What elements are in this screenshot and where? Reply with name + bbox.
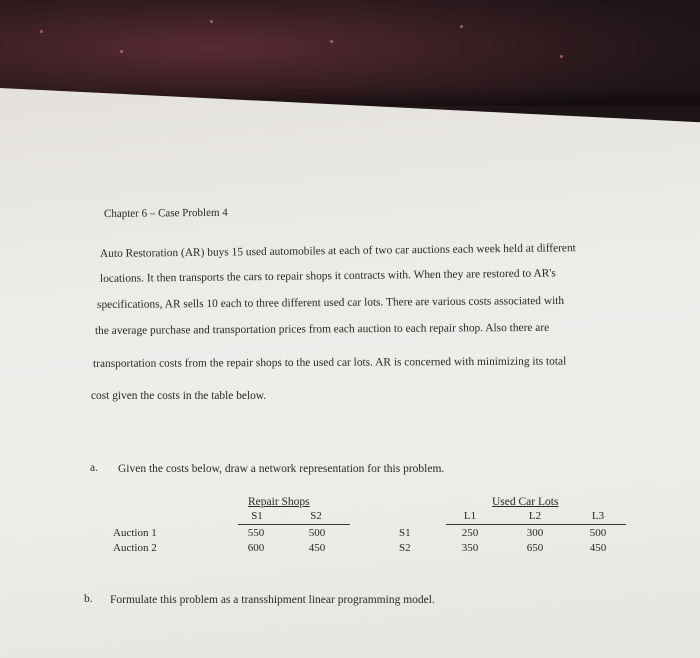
paragraph-line: cost given the costs in the table below. (91, 390, 267, 402)
table2-cell: 350 (461, 542, 479, 554)
document-heading: Chapter 6 – Case Problem 4 (103, 206, 228, 220)
paragraph-line: the average purchase and transportation prices from each auction to each repair shop. Also there are (94, 321, 550, 337)
column-header-l1: L1 (463, 510, 477, 522)
paragraph-line: locations. It then transports the cars to repair shops it contracts with. When they are restored to AR's (99, 267, 556, 285)
table2-cell: 650 (526, 542, 544, 554)
table2-cell: 450 (589, 542, 607, 554)
fabric-speck (460, 25, 463, 28)
table1-header-rule (238, 524, 350, 525)
part-b-label: b. (84, 593, 93, 605)
table2-cell: 500 (589, 527, 607, 539)
part-b-question: Formulate this problem as a transshipment linear programming model. (110, 594, 435, 606)
fabric-speck (40, 30, 43, 33)
row-label-auction-1: Auction 1 (113, 527, 157, 539)
fabric-speck (210, 20, 213, 23)
row-label-s1: S1 (399, 527, 411, 539)
table1-cell: 550 (247, 527, 265, 539)
used-car-lots-title: Used Car Lots (492, 496, 559, 508)
column-header-s2: S2 (310, 510, 322, 522)
table2-header-rule (446, 524, 626, 525)
table2-cell: 300 (526, 527, 544, 539)
column-header-s1: S1 (251, 510, 263, 522)
part-a-question: Given the costs below, draw a network representation for this problem. (118, 463, 445, 475)
fabric-speck (120, 50, 123, 53)
column-header-l3: L3 (591, 510, 605, 522)
paragraph-line: transportation costs from the repair shops to the used car lots. AR is concerned with minimizing its total (92, 355, 567, 370)
part-a-label: a. (90, 462, 98, 474)
row-label-s2: S2 (399, 542, 411, 554)
fabric-speck (330, 40, 333, 43)
table1-cell: 450 (308, 542, 326, 554)
repair-shops-title: Repair Shops (248, 496, 310, 508)
fabric-speck (560, 55, 563, 58)
table2-cell: 250 (461, 527, 479, 539)
paragraph-line: Auto Restoration (AR) buys 15 used automobiles at each of two car auctions each week held at different (99, 242, 576, 260)
paper-sheet (0, 88, 700, 658)
table1-cell: 600 (247, 542, 265, 554)
paragraph-line: specifications, AR sells 10 each to three different used car lots. There are various costs associated with (96, 294, 565, 311)
table1-cell: 500 (308, 527, 326, 539)
row-label-auction-2: Auction 2 (113, 542, 157, 554)
column-header-l2: L2 (528, 510, 542, 522)
